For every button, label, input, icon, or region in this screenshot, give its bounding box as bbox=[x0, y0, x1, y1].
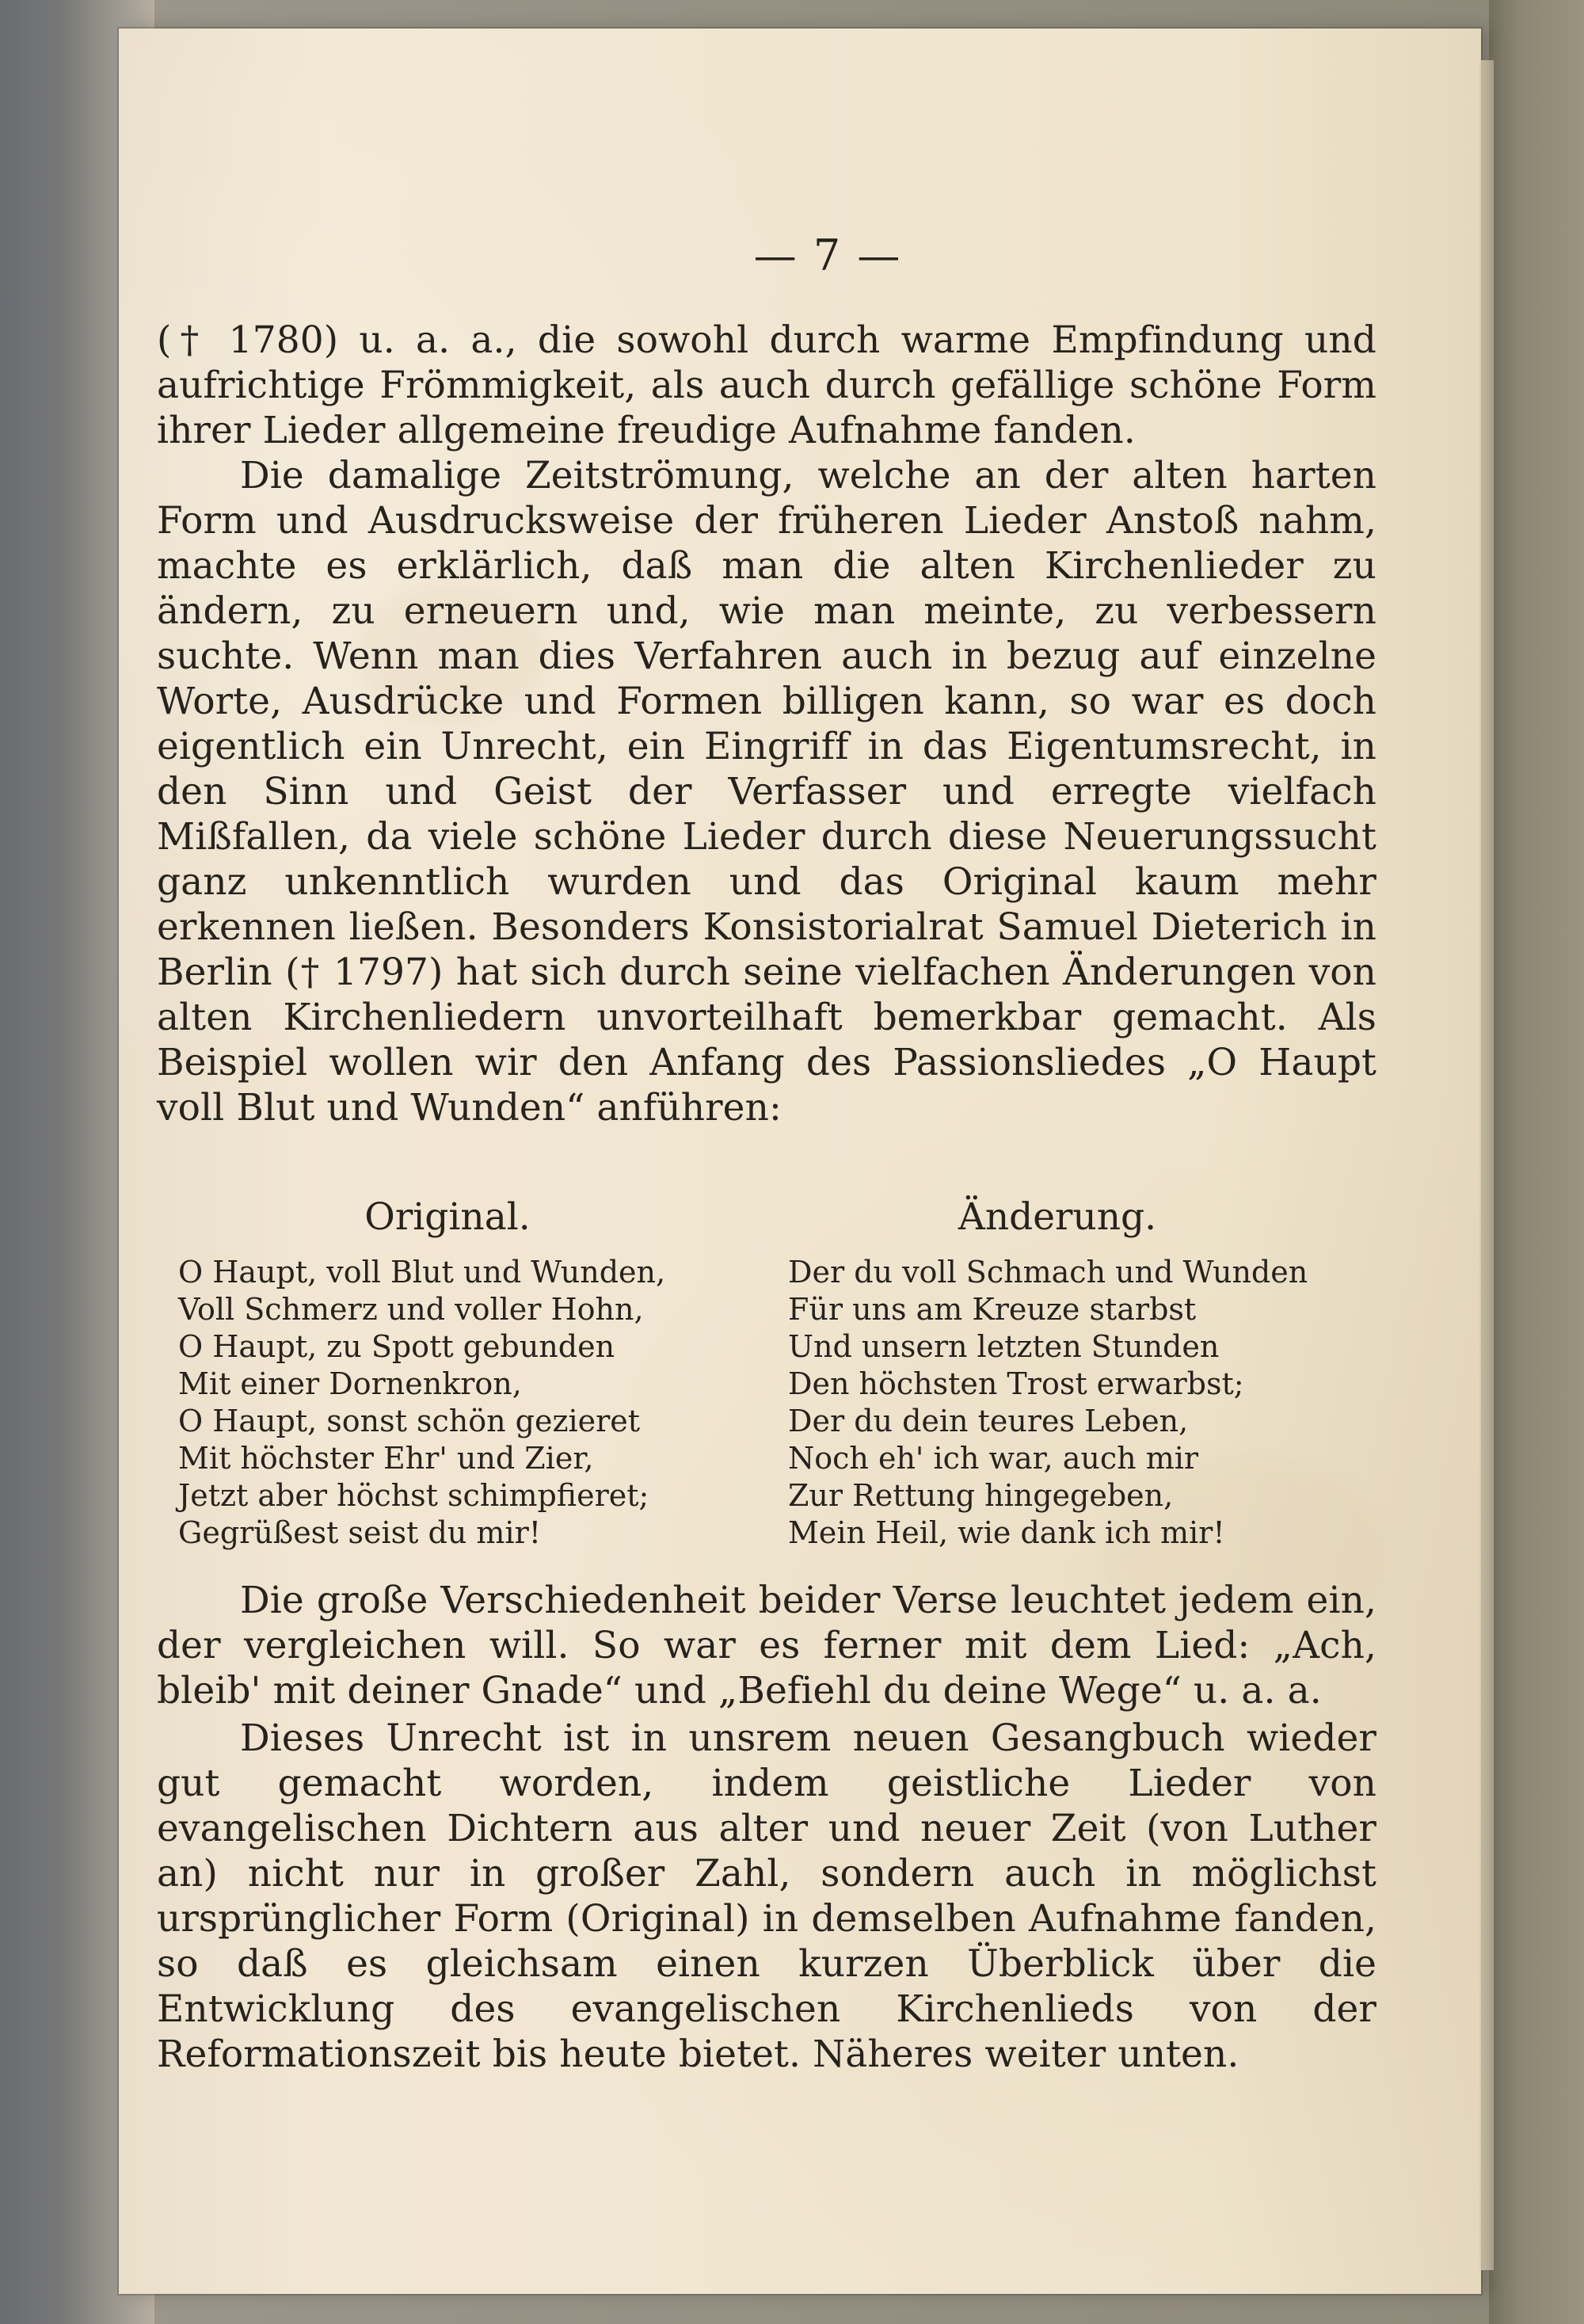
verse-line: O Haupt, voll Blut und Wunden, bbox=[178, 1255, 666, 1290]
verse-line: O Haupt, sonst schön gezieret bbox=[178, 1404, 641, 1438]
verse-line: Mit höchster Ehr' und Zier, bbox=[178, 1441, 594, 1476]
book-cover-right bbox=[1489, 0, 1584, 2324]
verse-line: Zur Rettung hingegeben, bbox=[788, 1478, 1174, 1513]
original-title: Original. bbox=[364, 1195, 531, 1239]
changed-column bbox=[788, 1194, 1327, 1552]
verse-line: Den höchsten Trost erwarbst; bbox=[788, 1366, 1244, 1401]
page-number: — 7 — bbox=[753, 230, 902, 280]
verse-line: Der du voll Schmach und Wunden bbox=[788, 1255, 1308, 1290]
verse-line: Noch eh' ich war, auch mir bbox=[788, 1441, 1199, 1476]
verse-line: Gegrüßest seist du mir! bbox=[178, 1515, 542, 1550]
book-page bbox=[119, 29, 1481, 2294]
intro-text: († 1780) u. a. a., die sowohl durch warme Empfindung und aufrichtige Frömmigkeit, als auch durch gefällige schöne Form ihrer Lieder allgemeine freudige Aufnahme fanden. bbox=[157, 318, 1376, 452]
verse-line: Jetzt aber höchst schimpfieret; bbox=[178, 1478, 649, 1513]
verse-line: Und unsern letzten Stunden bbox=[788, 1329, 1220, 1364]
verse-line: Für uns am Kreuze starbst bbox=[788, 1292, 1197, 1327]
intro-paragraph bbox=[157, 318, 1376, 453]
lead-text: Die damalige Zeitströmung, welche an der alten harten Form und Ausdrucksweise der früheren Lieder Anstoß nahm, machte es erklärlich, daß man die alten Kirchenlieder zu ändern, zu erneuern und, wie man meinte, zu verbessern suchte. Wenn man dies Verfahren auch in bezug auf einzelne Worte, Ausdrücke und Formen billigen kann, so war es doch eigentlich ein Unrecht, ein Eingriff in das Eigentumsrecht, in den Sinn und Geist der Verfasser und erregte vielfach Mißfallen, da viele schöne Lieder durch diese Neuerungssucht ganz unkenntlich wurden und das Original kaum mehr erkennen ließen. Besonders Konsistorialrat Samuel Dieterich in Berlin († 1797) hat sich durch seine vielfachen Änderungen von alten Kirchenliedern unvorteilhaft bemerkbar gemacht. Als Beispiel wollen wir den Anfang des Passionsliedes „O Haupt voll Blut und Wunden“ anführen: bbox=[157, 454, 1376, 1130]
comparison-paragraph bbox=[157, 1578, 1376, 1713]
ending-text: Dieses Unrecht ist in unsrem neuen Gesangbuch wieder gut gemacht worden, indem geistliche Lieder von evangelischen Dichtern aus alter und neuer Zeit (von Luther an) nicht nur in großer Zahl, sondern auch in möglichst ursprünglicher Form (Original) in demselben Aufnahme fanden, so daß es gleichsam einen kurzen Überblick über die Entwicklung des evangelischen Kirchenlieds von der Reformationszeit bis heute bietet. Näheres weiter unten. bbox=[157, 1716, 1376, 2076]
changed-title: Änderung. bbox=[958, 1195, 1157, 1239]
verse-line: Mit einer Dornenkron, bbox=[178, 1366, 522, 1401]
verse-line: Der du dein teures Leben, bbox=[788, 1404, 1189, 1438]
verse-comparison bbox=[178, 1194, 1350, 1567]
verse-line: O Haupt, zu Spott gebunden bbox=[178, 1329, 615, 1364]
page-edge bbox=[1479, 60, 1494, 2270]
comparison-text: Die große Verschiedenheit beider Verse leuchtet jedem ein, der vergleichen will. So war es ferner mit dem Lied: „Ach, bleib' mit deiner Gnade“ und „Befiehl du deine Wege“ u. a. a. bbox=[157, 1579, 1376, 1713]
original-column bbox=[178, 1194, 717, 1552]
verse-line: Voll Schmerz und voller Hohn, bbox=[178, 1292, 644, 1327]
lead-paragraph bbox=[157, 453, 1376, 1130]
verse-line: Mein Heil, wie dank ich mir! bbox=[788, 1515, 1225, 1550]
ending-paragraph bbox=[157, 1716, 1376, 2077]
